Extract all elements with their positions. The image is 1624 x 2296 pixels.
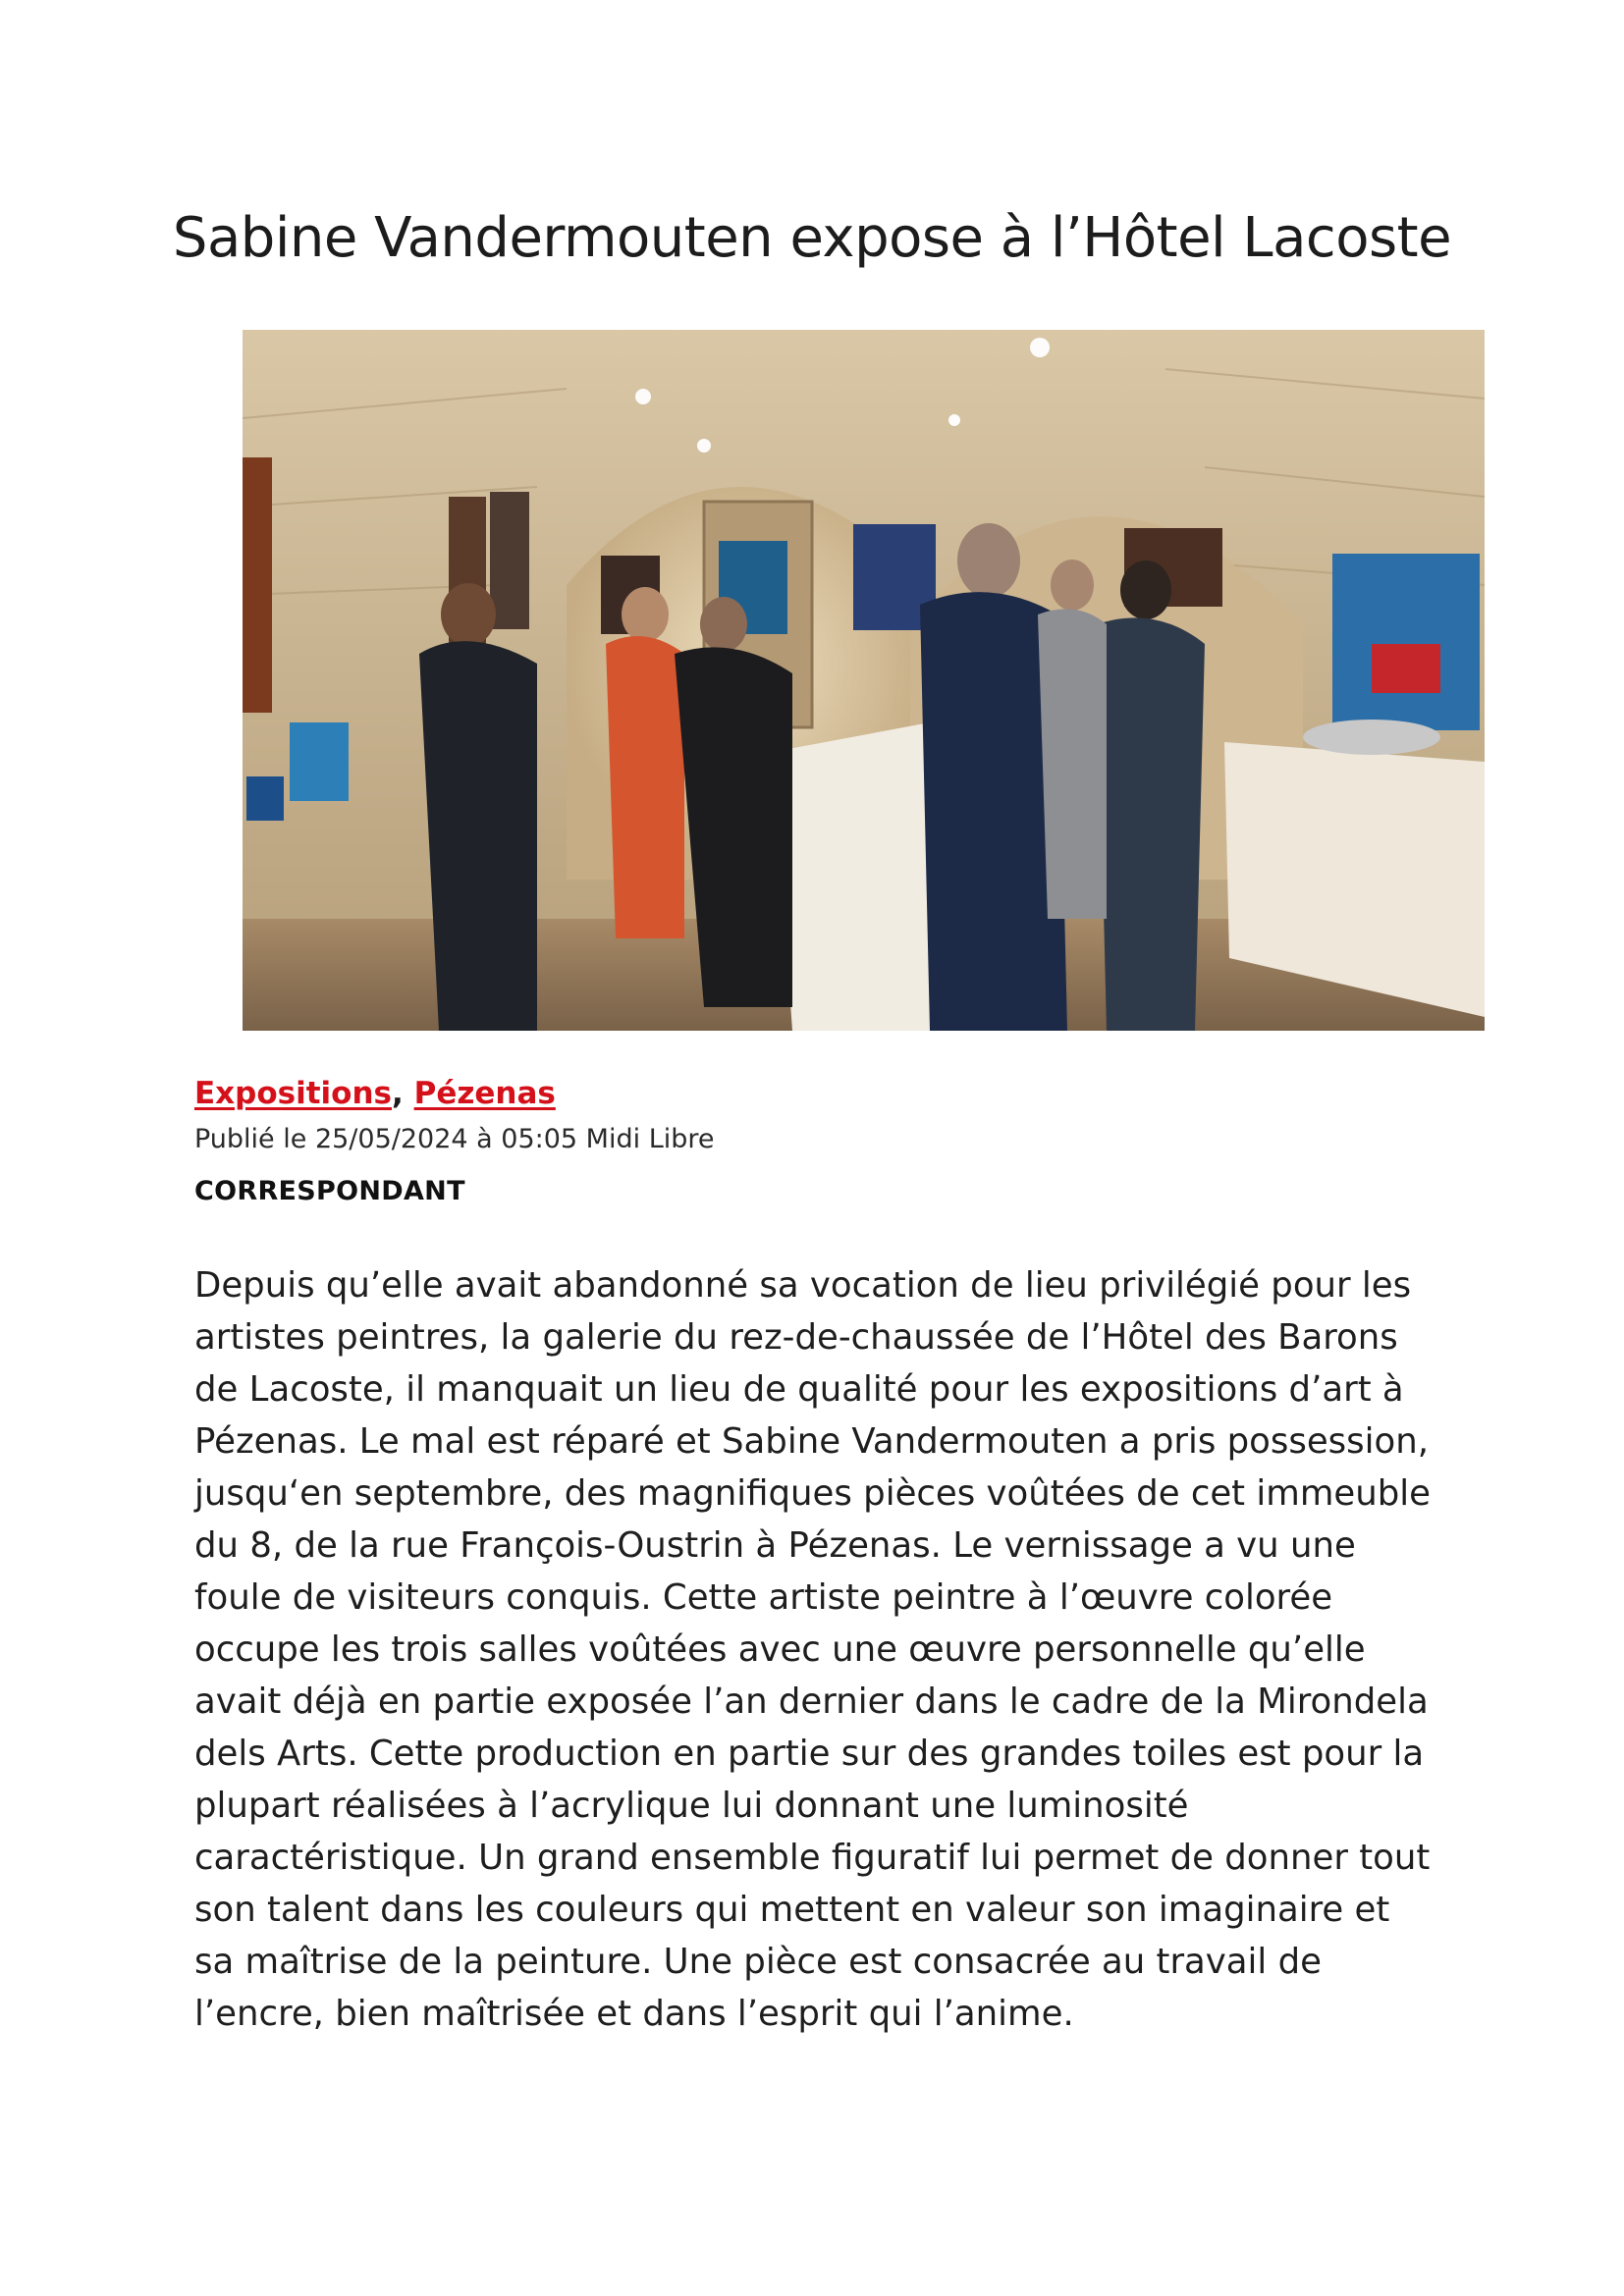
category-link-expositions[interactable]: Expositions xyxy=(194,1076,393,1111)
painting-right-red xyxy=(1372,644,1440,693)
punch-bowl xyxy=(1303,720,1440,755)
painting-left-edge xyxy=(243,457,272,713)
buffet-table xyxy=(773,722,949,1031)
painting-left-2 xyxy=(490,492,529,629)
painting-right-large xyxy=(1332,554,1480,730)
article-photo xyxy=(243,330,1485,1031)
article-body: Depuis qu’elle avait abandonné sa vocation de lieu privilégié pour les artistes peintres, la galerie du rez-de-chaussée de l’Hôtel des Barons de Lacoste, il manquait un lieu de qualité pour les expositions d’art à Pézenas. Le mal est réparé et Sabine Vandermouten a pris possession, jusqu‘en septembre, des magnifiques pièces voûtées de cet immeuble du 8, de la rue François-Oustrin à Pézenas. Le vernissage a vu une foule de visiteurs conquis. Cette artiste peintre à l’œuvre colorée occupe les trois salles voûtées avec une œuvre personnelle qu’elle avait déjà en partie exposée l’an dernier dans le cadre de la Mirondela dels Arts. Cette production en partie sur des grandes toiles est pour la plupart réalisées à l’acrylique lui donnant une luminosité caractéristique. Un grand ensemble figuratif lui permet de donner tout son talent dans les couleurs qui mettent en valeur son imaginaire et sa maîtrise de la peinture. Une pièce est consacrée au travail de l’encre, bien maîtrisée et dans l’esprit qui l’anime. xyxy=(194,1265,1431,2034)
article-categories xyxy=(194,1073,556,1114)
article-author: CORRESPONDANT xyxy=(194,1176,465,1206)
article-title: Sabine Vandermouten expose à l’Hôtel Lacoste xyxy=(172,206,1452,270)
small-painting-1 xyxy=(290,722,349,801)
publication-info: Publié le 25/05/2024 à 05:05 Midi Libre xyxy=(194,1124,715,1154)
gallery-photo-illustration xyxy=(243,330,1485,1031)
category-separator: , xyxy=(392,1076,414,1111)
category-link-pezenas[interactable]: Pézenas xyxy=(413,1076,556,1111)
small-painting-2 xyxy=(246,776,284,821)
